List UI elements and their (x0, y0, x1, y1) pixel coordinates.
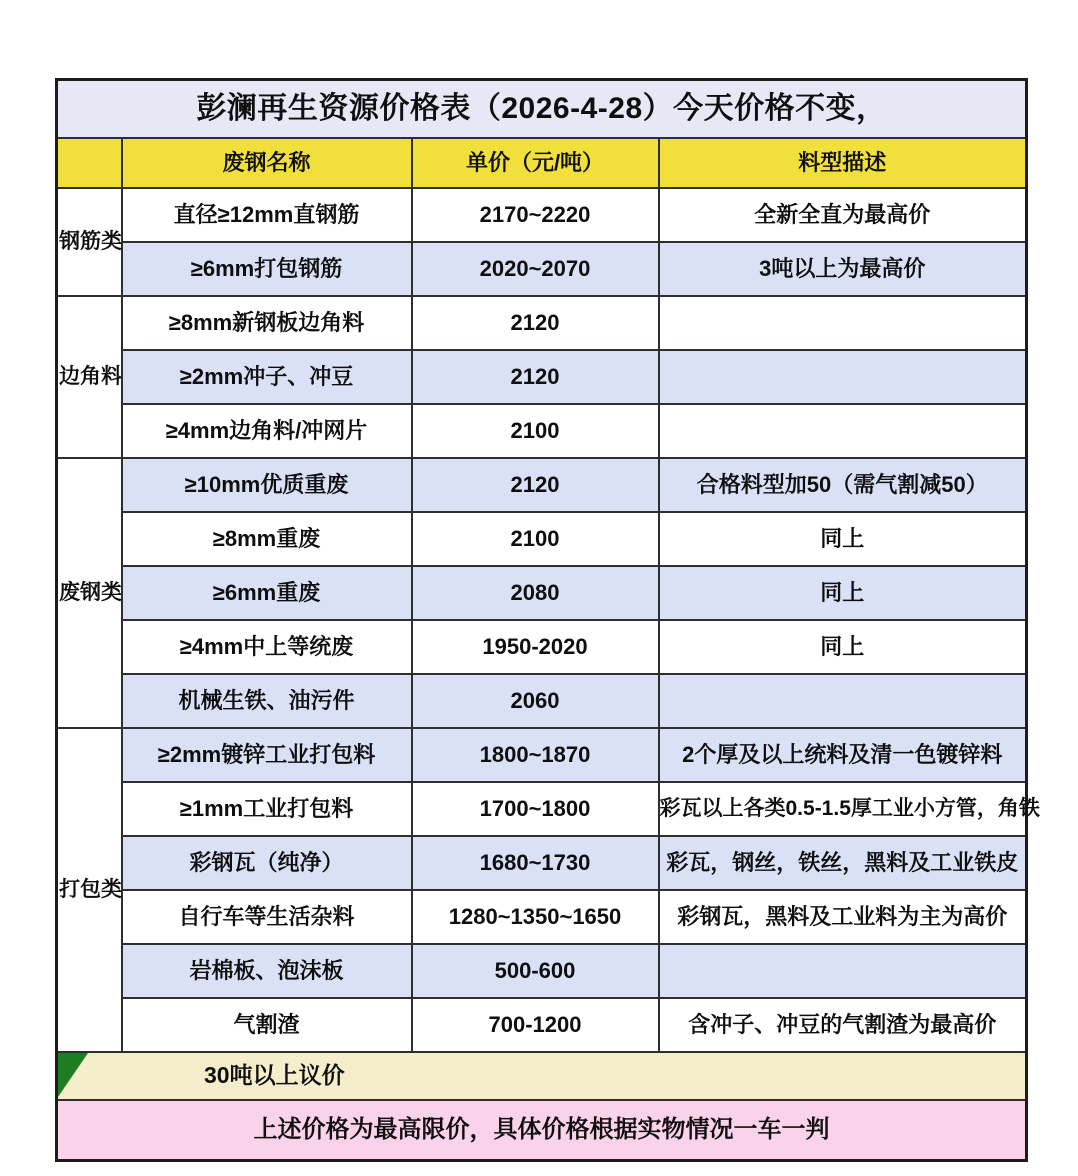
price-cell: 1280~1350~1650 (412, 890, 659, 944)
price-cell: 700-1200 (412, 998, 659, 1052)
item-name-cell: 直径≥12mm直钢筋 (122, 188, 412, 242)
category-scrap-steel: 废钢类 (57, 458, 122, 728)
price-cell: 2170~2220 (412, 188, 659, 242)
category-rebar: 钢筋类 (57, 188, 122, 296)
table-row (57, 728, 1027, 782)
desc-cell: 3吨以上为最高价 (659, 242, 1027, 296)
table-row (57, 458, 1027, 512)
price-cell: 2060 (412, 674, 659, 728)
desc-cell: 彩钢瓦，黑料及工业料为主为高价 (659, 890, 1027, 944)
price-cell: 2100 (412, 512, 659, 566)
table-row (57, 998, 1027, 1052)
item-name-cell: ≥8mm新钢板边角料 (122, 296, 412, 350)
item-name-cell: ≥2mm冲子、冲豆 (122, 350, 412, 404)
price-cell: 2120 (412, 296, 659, 350)
table-row (57, 566, 1027, 620)
item-name-cell: ≥6mm重废 (122, 566, 412, 620)
desc-cell (659, 674, 1027, 728)
desc-cell (659, 350, 1027, 404)
price-cell: 2100 (412, 404, 659, 458)
desc-cell: 同上 (659, 512, 1027, 566)
disclaimer-text: 上述价格为最高限价，具体价格根据实物情况一车一判 (57, 1100, 1027, 1161)
price-table (55, 78, 1040, 1162)
desc-cell: 同上 (659, 566, 1027, 620)
desc-cell: 彩瓦，钢丝，铁丝，黑料及工业铁皮 (659, 836, 1027, 890)
item-name-cell: ≥8mm重废 (122, 512, 412, 566)
header-price: 单价（元/吨） (412, 138, 659, 188)
table-row (57, 404, 1027, 458)
price-cell: 2120 (412, 350, 659, 404)
table-row (57, 890, 1027, 944)
price-cell: 1680~1730 (412, 836, 659, 890)
page-title: 彭澜再生资源价格表（2026-4-28）今天价格不变， (57, 80, 1027, 139)
desc-cell: 含冲子、冲豆的气割渣为最高价 (659, 998, 1027, 1052)
price-cell: 2020~2070 (412, 242, 659, 296)
desc-cell (659, 404, 1027, 458)
header-corner-cell (57, 138, 122, 188)
item-name-cell: 自行车等生活杂料 (122, 890, 412, 944)
desc-cell: 全新全直为最高价 (659, 188, 1027, 242)
price-cell: 2080 (412, 566, 659, 620)
table-row (57, 512, 1027, 566)
disclaimer-row (57, 1100, 1027, 1161)
desc-cell: 2个厚及以上统料及清一色镀锌料 (659, 728, 1027, 782)
table-row (57, 188, 1027, 242)
desc-cell (659, 296, 1027, 350)
table-row (57, 782, 1027, 836)
item-name-cell: ≥4mm中上等统废 (122, 620, 412, 674)
table-row (57, 296, 1027, 350)
desc-cell: 彩瓦以上各类0.5-1.5厚工业小方管，角铁 (659, 782, 1027, 836)
negotiation-note: 30吨以上议价 (204, 1062, 345, 1089)
item-name-cell: 岩棉板、泡沫板 (122, 944, 412, 998)
table-row (57, 836, 1027, 890)
table-row (57, 350, 1027, 404)
table-row (57, 620, 1027, 674)
header-desc: 料型描述 (659, 138, 1027, 188)
desc-cell: 合格料型加50（需气割减50） (659, 458, 1027, 512)
price-cell: 500-600 (412, 944, 659, 998)
negotiation-row (57, 1052, 1027, 1100)
corner-triangle-icon (58, 1053, 88, 1097)
category-edge-scrap: 边角料 (57, 296, 122, 458)
title-row (57, 80, 1027, 139)
header-row (57, 138, 1027, 188)
price-cell: 1800~1870 (412, 728, 659, 782)
category-baled: 打包类 (57, 728, 122, 1052)
item-name-cell: ≥2mm镀锌工业打包料 (122, 728, 412, 782)
desc-cell: 同上 (659, 620, 1027, 674)
item-name-cell: ≥1mm工业打包料 (122, 782, 412, 836)
item-name-cell: ≥10mm优质重废 (122, 458, 412, 512)
item-name-cell: 气割渣 (122, 998, 412, 1052)
item-name-cell: 彩钢瓦（纯净） (122, 836, 412, 890)
header-name: 废钢名称 (122, 138, 412, 188)
item-name-cell: ≥4mm边角料/冲网片 (122, 404, 412, 458)
price-cell: 2120 (412, 458, 659, 512)
desc-cell (659, 944, 1027, 998)
item-name-cell: 机械生铁、油污件 (122, 674, 412, 728)
table-row (57, 944, 1027, 998)
item-name-cell: ≥6mm打包钢筋 (122, 242, 412, 296)
price-cell: 1950-2020 (412, 620, 659, 674)
price-cell: 1700~1800 (412, 782, 659, 836)
table-row (57, 242, 1027, 296)
table-row (57, 674, 1027, 728)
